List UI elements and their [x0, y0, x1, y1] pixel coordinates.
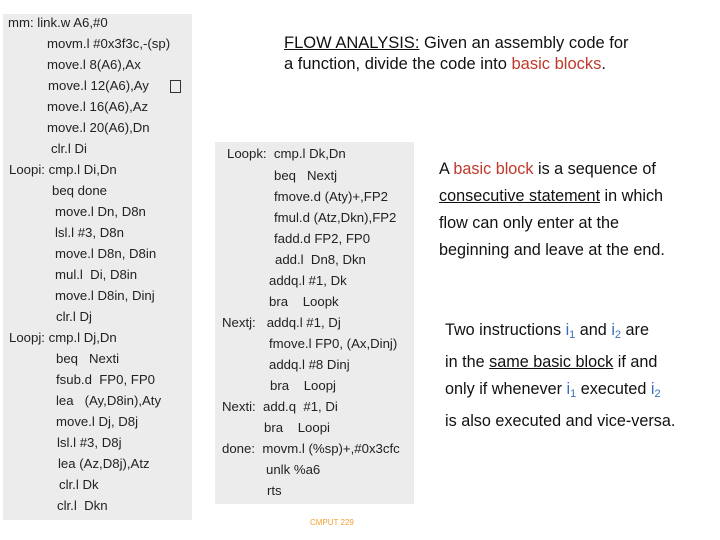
- mid-code-line: fadd.d FP2, FP0: [274, 231, 371, 246]
- rule-a3: are: [621, 321, 649, 339]
- def-pre: A: [439, 160, 454, 178]
- mid-code-line: rts: [267, 483, 282, 498]
- rule-c1: only if whenever: [445, 380, 567, 398]
- left-code-line: Loopi: cmp.l Di,Dn: [9, 162, 117, 177]
- rule-i2: [611, 321, 621, 339]
- rule-i1b-letter: i: [566, 380, 571, 398]
- box-glyph-icon: [170, 80, 181, 93]
- left-code-line: clr.l Dj: [56, 309, 92, 324]
- left-code-line: clr.l Di: [51, 141, 87, 156]
- rule-d1: is also executed and vice-versa.: [445, 412, 676, 430]
- footer-course: CMPUT 229: [310, 518, 354, 527]
- mid-code-line: add.l Dn8, Dkn: [275, 252, 366, 267]
- left-code-line: move.l Dn, D8n: [55, 204, 146, 219]
- rule-a1: Two instructions: [445, 321, 566, 339]
- rule-i1b-sub: 1: [570, 388, 577, 400]
- left-code-line: Loopj: cmp.l Dj,Dn: [9, 330, 117, 345]
- left-code-line: move.l D8in, Dinj: [55, 288, 155, 303]
- left-code-line: move.l D8n, D8in: [55, 246, 157, 261]
- title-line2-pre: a function, divide the code into: [284, 55, 512, 73]
- slide-title: [284, 33, 629, 75]
- rule-i2-letter: i: [611, 321, 615, 339]
- mid-code-line: bra Loopk: [269, 294, 339, 309]
- mid-code-line: fmove.d (Aty)+,FP2: [274, 189, 388, 204]
- left-code-line: move.l 8(A6),Ax: [47, 57, 141, 72]
- left-code-line: lea (Az,D8j),Atz: [58, 456, 150, 471]
- left-code-line: mm: link.w A6,#0: [8, 15, 108, 30]
- mid-code-line: bra Loopj: [270, 378, 336, 393]
- rule-b2: if and: [613, 353, 658, 371]
- left-code-line: move.l Dj, D8j: [56, 414, 139, 429]
- mid-code-line: Nextj: addq.l #1, Dj: [222, 315, 341, 330]
- rule-i2-sub: 2: [614, 329, 622, 341]
- mid-code-line: fmove.l FP0, (Ax,Dinj): [269, 336, 398, 351]
- def-post: in which: [600, 187, 664, 205]
- def-line3: flow can only enter at the: [439, 214, 619, 232]
- mid-code-line: beq Nextj: [274, 168, 338, 183]
- left-code-line: lsl.l #3, D8n: [55, 225, 124, 240]
- rule-i2b-letter: i: [650, 380, 655, 398]
- def-consecutive: consecutive statement: [439, 187, 601, 205]
- title-basic-blocks: basic blocks: [511, 55, 602, 73]
- left-code-line: move.l 20(A6),Dn: [47, 120, 150, 135]
- def-basic-block: basic block: [453, 160, 534, 178]
- mid-code-line: done: movm.l (%sp)+,#0x3cfc: [222, 441, 400, 456]
- title-line2-post: .: [601, 55, 606, 73]
- mid-code-line: Loopk: cmp.l Dk,Dn: [227, 146, 346, 161]
- rule-i1-letter: i: [565, 321, 570, 339]
- definition-text: [439, 156, 665, 264]
- rule-same-basic-block: same basic block: [489, 353, 614, 371]
- rule-i1: [566, 321, 576, 339]
- title-label: FLOW ANALYSIS:: [284, 34, 420, 52]
- left-code-line: move.l 12(A6),Ay: [48, 78, 149, 93]
- left-code-line: mul.l Di, D8in: [55, 267, 138, 282]
- rule-i2-b: [651, 380, 661, 398]
- left-code-line: fsub.d FP0, FP0: [56, 372, 155, 387]
- rule-text: [445, 317, 675, 435]
- def-line4: beginning and leave at the end.: [439, 241, 665, 259]
- mid-code-line: addq.l #8 Dinj: [269, 357, 350, 372]
- left-code-line: move.l 16(A6),Az: [47, 99, 149, 114]
- mid-code-line: Nexti: add.q #1, Di: [222, 399, 338, 414]
- left-code-line: beq Nexti: [56, 351, 120, 366]
- left-code-line: clr.l Dkn: [57, 498, 108, 513]
- mid-code-line: unlk %a6: [266, 462, 321, 477]
- left-code-line: movm.l #0x3f3c,-(sp): [47, 36, 171, 51]
- left-code-line: beq done: [52, 183, 108, 198]
- left-code-line: lea (Ay,D8in),Aty: [56, 393, 162, 408]
- rule-i1-b: [566, 380, 576, 398]
- mid-code-line: fmul.d (Atz,Dkn),FP2: [274, 210, 397, 225]
- mid-code-line: addq.l #1, Dk: [269, 273, 347, 288]
- mid-code-line: bra Loopi: [264, 420, 330, 435]
- rule-b1: in the: [445, 353, 490, 371]
- rule-a2: and: [575, 321, 612, 339]
- title-line1-rest: Given an assembly code for: [419, 34, 629, 52]
- def-mid: is a sequence of: [533, 160, 656, 178]
- rule-i1-sub: 1: [569, 329, 576, 341]
- rule-i2b-sub: 2: [654, 388, 661, 400]
- left-code-line: lsl.l #3, D8j: [57, 435, 122, 450]
- rule-c2: executed: [576, 380, 651, 398]
- left-code-line: clr.l Dk: [59, 477, 99, 492]
